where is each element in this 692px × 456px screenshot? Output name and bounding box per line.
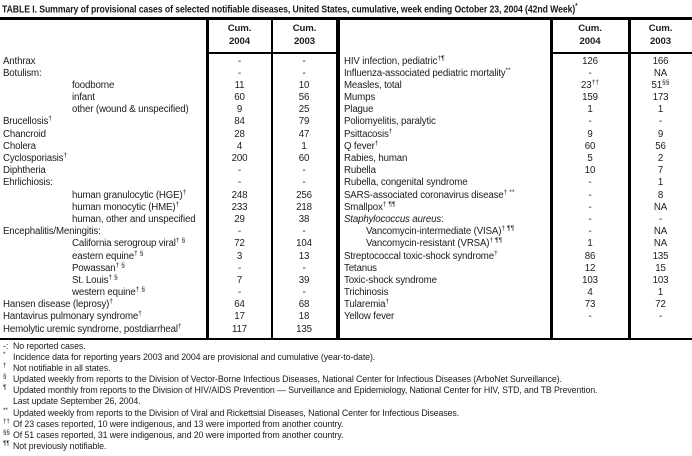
- disease-name-text: Staphylococcus aureus: [344, 213, 442, 225]
- name-footnote-marker: †: [63, 151, 68, 159]
- cum-2004-value: 17: [234, 311, 245, 323]
- cum-2003-value: NA: [653, 238, 668, 250]
- table-row: [0, 214, 336, 226]
- page-title: [2, 3, 577, 15]
- disease-name-text: human granulocytic (HGE): [72, 189, 183, 201]
- cum-2003-value: 15: [655, 262, 666, 274]
- footnote-marker: ††: [3, 417, 10, 425]
- table-row: [0, 263, 336, 275]
- cum-2004-value: 248: [231, 189, 248, 201]
- disease-name: [0, 238, 207, 250]
- cum-2003-value: 10: [298, 79, 310, 91]
- cum-2003-value: 39: [298, 274, 310, 286]
- cum-2003-value: 60: [298, 153, 310, 164]
- cum-2003-value: 1: [657, 287, 664, 299]
- table-row: [0, 116, 336, 128]
- disease-name-text: western equine: [72, 287, 136, 299]
- cum-2004-value: 86: [584, 250, 596, 262]
- cum-2004-value: 60: [584, 140, 596, 152]
- disease-name: [341, 56, 551, 68]
- cum-2004-value: 4: [236, 140, 243, 152]
- table-row: [0, 251, 336, 263]
- header-underline-right: [550, 52, 692, 54]
- table-row: [341, 92, 692, 104]
- disease-name: [341, 129, 551, 141]
- disease-name-text: Smallpox: [344, 201, 383, 213]
- disease-name: [341, 92, 551, 104]
- disease-name-text: St. Louis: [72, 274, 109, 286]
- disease-name-text: Encephalitis/Meningitis:: [3, 226, 101, 238]
- cum-2004-value: 233: [231, 201, 248, 213]
- cum-2003-value: 135: [296, 323, 312, 335]
- cum-2003-value: 7: [657, 165, 664, 177]
- table-row: [341, 141, 692, 153]
- footnote: [3, 408, 691, 419]
- name-footnote-marker: †: [374, 139, 379, 147]
- disease-name: [0, 299, 207, 311]
- footnote: [3, 430, 691, 441]
- cum-2004-value: -: [237, 262, 242, 274]
- disease-name: Staphylococcus aureus:: [344, 213, 444, 225]
- cum-2003-value: NA: [653, 67, 668, 79]
- table-row: [0, 56, 336, 68]
- disease-name-text: Botulism:: [3, 67, 42, 79]
- footnote: [3, 352, 691, 363]
- cum-2003-value: 79: [298, 116, 310, 128]
- cum-2004-value: -: [237, 287, 242, 299]
- table-row: [341, 311, 692, 323]
- disease-name-text: Hemolytic uremic syndrome, postdiarrheal: [3, 323, 178, 335]
- table-row: [0, 129, 336, 141]
- cum-2003-value: 56: [298, 92, 310, 104]
- footnote-text: Incidence data for reporting years 2003 and 2004 are provisional and cumulative (year-to-date).: [13, 352, 376, 363]
- footnote-text: Not notifiable in all states.: [13, 363, 111, 374]
- column-header-cum-2004-right: [552, 22, 628, 48]
- disease-name-text: Cholera: [3, 140, 36, 152]
- disease-name-text: California serogroup viral: [72, 238, 176, 250]
- table-top-border: [0, 17, 692, 20]
- name-footnote-marker: †: [48, 115, 52, 123]
- cum-2003-value: 218: [296, 201, 312, 213]
- cum-2003-value: 103: [652, 274, 669, 286]
- cum-2004-value: -: [237, 55, 242, 67]
- disease-name: [341, 287, 551, 299]
- cum-2003-value: 1: [657, 177, 664, 189]
- cum-2004-value: 84: [234, 116, 245, 128]
- cum-2004-value: 10: [584, 165, 596, 177]
- cum-2004-value: 126: [582, 55, 598, 67]
- cum-2004-value: 9: [236, 104, 243, 116]
- header-cum-label: Cum.: [292, 23, 317, 34]
- disease-name: [0, 214, 207, 226]
- cum-2003-value: -: [302, 165, 306, 177]
- footnote: [3, 441, 691, 452]
- disease-name-text: eastern equine: [72, 250, 134, 262]
- cum-2003-value: 1: [657, 104, 664, 116]
- table-row: [341, 238, 692, 250]
- disease-name: [341, 190, 551, 202]
- cum-2004-value: -: [237, 226, 242, 238]
- disease-name-text: Brucellosis: [3, 116, 49, 128]
- table-row: [0, 177, 336, 189]
- disease-name-text: other (wound & unspecified): [72, 104, 189, 116]
- name-footnote-marker: † §: [175, 237, 186, 245]
- disease-name: [0, 275, 207, 287]
- name-footnote-marker: † §: [108, 273, 118, 281]
- disease-name-text: Trichinosis: [344, 287, 389, 299]
- disease-name-text: infant: [72, 92, 95, 104]
- disease-name: [0, 263, 207, 275]
- cum-2004-value: 3: [236, 250, 243, 262]
- table-row: [0, 287, 336, 299]
- disease-name-text: SARS-associated coronavirus disease: [344, 189, 504, 201]
- cum-2004-value: -: [588, 67, 592, 79]
- table-row: [341, 299, 692, 311]
- cum-2004-value: 1: [587, 238, 593, 250]
- table-row: [341, 263, 692, 275]
- disease-name: [0, 104, 207, 116]
- disease-name-text: human monocytic (HME): [72, 201, 176, 213]
- table-row: [341, 202, 692, 214]
- footnote-marker: †: [3, 362, 7, 370]
- disease-name-text: human, other and unspecified: [72, 213, 196, 225]
- table-row: [0, 238, 336, 250]
- cum-2003-value: 51§§: [651, 78, 670, 91]
- footnote: [3, 341, 691, 352]
- cum-2004-value: -: [588, 189, 592, 201]
- footnote-text: Updated monthly from reports to the Division of HIV/AIDS Prevention — Surveillance and Epidemiology, National Center for HIV, STD, and TB Prevention.: [13, 385, 598, 396]
- footnote-text: Of 51 cases reported, 31 were indigenous, and 20 were imported from another country.: [13, 429, 344, 440]
- cum-2003-value: -: [658, 116, 663, 128]
- disease-name: [0, 129, 207, 141]
- cum-2004-value: 159: [582, 92, 598, 104]
- table-row: [0, 275, 336, 287]
- disease-name-text: Rabies, human: [344, 153, 408, 164]
- name-footnote-marker: †: [182, 188, 187, 196]
- disease-name: [341, 238, 551, 250]
- disease-name: [0, 251, 207, 263]
- disease-name: [341, 311, 551, 323]
- disease-name: [341, 104, 551, 116]
- disease-name: [0, 92, 207, 104]
- table-row: [0, 190, 336, 202]
- disease-name-text: Ehrlichiosis:: [3, 177, 53, 189]
- footnote-marker: *: [3, 351, 6, 359]
- footnote-text: Of 23 cases reported, 10 were indigenous, and 13 were imported from another country.: [13, 418, 344, 429]
- cum-2003-value: 1: [301, 140, 307, 152]
- cum-2003-value: -: [302, 177, 306, 189]
- table-row: [341, 287, 692, 299]
- disease-name-text: Hantavirus pulmonary syndrome: [3, 311, 139, 323]
- disease-name: [341, 141, 551, 153]
- disease-name: [0, 287, 207, 299]
- cum-2004-value: 73: [584, 299, 596, 311]
- cum-2003-value: 47: [298, 128, 310, 140]
- disease-name-text: Q fever: [344, 140, 375, 152]
- title-footnote-marker: *: [575, 3, 578, 10]
- cum-2003-value: 38: [298, 213, 310, 225]
- header-year-label: 2004: [229, 36, 250, 47]
- cum-2004-value: 1: [587, 104, 593, 116]
- disease-name: [0, 324, 207, 336]
- footnote-marker: ¶: [3, 384, 7, 392]
- summary-table-left: [0, 56, 336, 336]
- footnote: [3, 385, 691, 396]
- name-footnote-marker: †: [385, 298, 390, 306]
- column-header-cum-2003-right: [629, 22, 692, 48]
- disease-name: [0, 80, 207, 92]
- cum-2003-value: 72: [655, 299, 666, 311]
- cum-2004-value: 5: [587, 153, 593, 164]
- disease-name-text: Poliomyelitis, paralytic: [344, 116, 436, 128]
- disease-name: [341, 202, 551, 214]
- disease-name-text: Influenza-associated pediatric mortality: [344, 67, 506, 79]
- cum-2003-value: 18: [298, 311, 310, 323]
- table-row: [0, 299, 336, 311]
- disease-name: [0, 177, 207, 189]
- disease-name: [341, 116, 551, 128]
- cum-2004-value: -: [588, 226, 592, 238]
- disease-name-text: Vancomycin-resistant (VRSA): [366, 238, 490, 250]
- disease-name-text: Anthrax: [3, 55, 36, 67]
- table-row: [0, 311, 336, 323]
- table-row: [0, 68, 336, 80]
- header-year-label: 2004: [579, 36, 601, 47]
- name-footnote-marker: † §: [115, 261, 125, 269]
- disease-name: [341, 177, 551, 189]
- table-row: [341, 80, 692, 92]
- footnote-text: Updated weekly from reports to the Division of Vector-Borne Infectious Diseases, National Center for Infectious Diseases (ArboNet Surveillance).: [13, 374, 562, 385]
- value-footnote-marker: ††: [591, 78, 600, 86]
- cum-2004-value: 103: [582, 274, 598, 286]
- cum-2003-value: -: [302, 67, 306, 79]
- cum-2003-value: -: [658, 311, 663, 323]
- footnote-marker: §: [3, 373, 7, 381]
- disease-name-text: Rubella, congenital syndrome: [344, 177, 468, 189]
- header-cum-label: Cum.: [648, 23, 673, 34]
- cum-2003-value: 9: [657, 128, 664, 140]
- value-footnote-marker: §§: [661, 78, 670, 86]
- table-row: [0, 92, 336, 104]
- cum-2004-value: -: [588, 177, 592, 189]
- cum-2003-value: -: [302, 262, 306, 274]
- disease-name: [0, 202, 207, 214]
- table-row: [0, 226, 336, 238]
- cum-2003-value: 135: [652, 250, 669, 262]
- column-header-cum-2004-left: [208, 22, 271, 48]
- disease-name-text: Tetanus: [344, 262, 377, 274]
- name-footnote-marker: †: [175, 200, 180, 208]
- footnote-text: Not previously notifiable.: [13, 440, 107, 451]
- header-cum-label: Cum.: [578, 23, 602, 34]
- disease-name-text: Plague: [344, 104, 374, 116]
- cum-2003-value: -: [302, 55, 306, 67]
- disease-name: [341, 275, 551, 287]
- disease-name-text: Rubella: [344, 165, 376, 177]
- table-row: [341, 226, 692, 238]
- cum-2003-value: NA: [653, 226, 668, 238]
- disease-name: [0, 311, 207, 323]
- cum-2004-value: 200: [231, 153, 248, 164]
- footnotes: [3, 341, 691, 452]
- cum-2003-value: 166: [652, 55, 669, 67]
- cum-2003-value: -: [658, 213, 663, 225]
- table-row: [0, 324, 336, 336]
- cum-2003-value: 2: [657, 153, 664, 164]
- cum-2003-value: 25: [298, 104, 310, 116]
- table-row: [341, 214, 692, 226]
- name-footnote-marker: **: [505, 66, 511, 74]
- cum-2003-value: 56: [655, 140, 666, 152]
- cum-2004-value: -: [588, 116, 592, 128]
- table-section-divider: [336, 17, 340, 340]
- name-footnote-marker: †: [109, 298, 114, 306]
- cum-2004-value: -: [588, 213, 592, 225]
- footnote-continuation: Last update September 26, 2004.: [13, 396, 141, 407]
- name-footnote-marker: † ¶¶: [501, 224, 515, 232]
- name-footnote-marker: † §: [135, 285, 146, 293]
- page-title-text: TABLE I. Summary of provisional cases of selected notifiable diseases, United States, cumulative, week ending October 23, 2004 (42nd Week): [2, 4, 576, 16]
- table-row: [341, 56, 692, 68]
- disease-name: [0, 68, 207, 80]
- cum-2004-value: -: [237, 67, 242, 79]
- footnote-text: No reported cases.: [13, 341, 86, 351]
- name-footnote-marker: †¶: [437, 54, 445, 62]
- cum-2003-value: 104: [296, 238, 312, 250]
- disease-name: [341, 251, 551, 263]
- name-footnote-marker: † §: [134, 249, 144, 257]
- column-header-cum-2003-left: [273, 22, 336, 48]
- cum-2004-value: 117: [232, 323, 247, 335]
- disease-name: [0, 165, 207, 177]
- table-row: [0, 153, 336, 165]
- disease-name: [341, 153, 551, 165]
- cum-2004-value: -: [588, 311, 592, 323]
- table-row: [341, 68, 692, 80]
- table-row: [341, 275, 692, 287]
- disease-name-text: Streptococcal toxic-shock syndrome: [344, 250, 494, 262]
- cum-2003-value: 256: [296, 189, 312, 201]
- cum-2004-value: 7: [236, 274, 243, 286]
- disease-name: [341, 68, 551, 80]
- disease-name-text: Yellow fever: [344, 311, 395, 323]
- cum-2004-value: 9: [587, 128, 593, 140]
- disease-name: [341, 80, 551, 92]
- footnote-marker: ¶¶: [3, 439, 10, 447]
- header-year-label: 2003: [294, 36, 315, 47]
- disease-name: [341, 263, 551, 275]
- name-footnote-marker: †: [177, 322, 182, 330]
- cum-2004-value: -: [588, 201, 592, 213]
- footnote-marker: -:: [3, 341, 9, 351]
- cum-2003-value: 13: [298, 250, 310, 262]
- footnote: [3, 419, 691, 430]
- disease-name: [0, 141, 207, 153]
- table-row: [341, 129, 692, 141]
- disease-name-text: Measles, total: [344, 79, 402, 91]
- table-row: [0, 165, 336, 177]
- table-row: [341, 116, 692, 128]
- table-row: [341, 177, 692, 189]
- disease-name-text: Chancroid: [3, 128, 46, 140]
- disease-name: [341, 299, 551, 311]
- table-row: [0, 141, 336, 153]
- table-row: [0, 202, 336, 214]
- disease-name-text: foodborne: [72, 79, 115, 91]
- disease-name-text: Toxic-shock syndrome: [344, 274, 437, 286]
- disease-name-text: Cyclosporiasis: [3, 153, 64, 164]
- header-cum-label: Cum.: [227, 23, 252, 34]
- disease-name-text: Powassan: [72, 262, 116, 274]
- table-row: [0, 80, 336, 92]
- disease-name-text: Vancomycin-intermediate (VISA): [366, 226, 502, 238]
- disease-name: [341, 165, 551, 177]
- cum-2004-value: 28: [234, 128, 245, 140]
- table-row: [341, 153, 692, 165]
- name-footnote-marker: †: [388, 127, 393, 135]
- disease-name: [341, 226, 551, 238]
- disease-name: [0, 56, 207, 68]
- summary-table-right: [341, 56, 692, 324]
- cum-2003-value: -: [302, 287, 306, 299]
- cum-2004-value: 72: [234, 238, 245, 250]
- name-footnote-marker: † ¶¶: [489, 237, 503, 245]
- name-footnote-marker: † **: [503, 188, 515, 196]
- name-footnote-marker: †: [493, 249, 498, 257]
- footnote: [3, 363, 691, 374]
- cum-2004-value: -: [237, 165, 242, 177]
- table-row: [341, 104, 692, 116]
- disease-name: [0, 153, 207, 165]
- header-year-label: 2003: [650, 36, 671, 47]
- cum-2004-value: 23††: [580, 78, 600, 91]
- disease-name-text: Hansen disease (leprosy): [3, 299, 110, 311]
- cum-2004-value: -: [237, 177, 242, 189]
- disease-name-text: Mumps: [344, 92, 376, 104]
- disease-name: [0, 116, 207, 128]
- cum-2004-value: 4: [587, 287, 593, 299]
- cum-2004-value: 11: [234, 79, 245, 91]
- cum-2004-value: 29: [234, 213, 245, 225]
- name-footnote-marker: † ¶¶: [382, 200, 396, 208]
- cum-2003-value: 68: [298, 299, 310, 311]
- cum-2004-value: 12: [584, 262, 596, 274]
- cum-2003-value: 173: [652, 92, 669, 104]
- table-row: [341, 251, 692, 263]
- name-footnote-marker: †: [138, 310, 142, 318]
- disease-name-text: Diphtheria: [3, 165, 46, 177]
- footnote-text: Updated weekly from reports to the Division of Viral and Rickettsial Diseases, National Center for Infectious Diseases.: [13, 407, 460, 418]
- disease-name-text: Psittacosis: [344, 128, 389, 140]
- disease-name-text: HIV infection, pediatric: [344, 55, 438, 67]
- cum-2004-value: 60: [234, 92, 245, 104]
- table-bottom-border: [0, 338, 692, 341]
- cum-2004-value: 64: [234, 299, 245, 311]
- cum-2003-value: -: [302, 226, 306, 238]
- table-row: [341, 165, 692, 177]
- footnote-marker: §§: [3, 428, 10, 436]
- footnote: [3, 374, 691, 385]
- disease-name-text: Tularemia: [344, 299, 386, 311]
- footnote-marker: **: [3, 406, 8, 414]
- cum-2003-value: NA: [653, 201, 668, 213]
- header-underline-left: [206, 52, 340, 54]
- cum-2003-value: 8: [657, 189, 664, 201]
